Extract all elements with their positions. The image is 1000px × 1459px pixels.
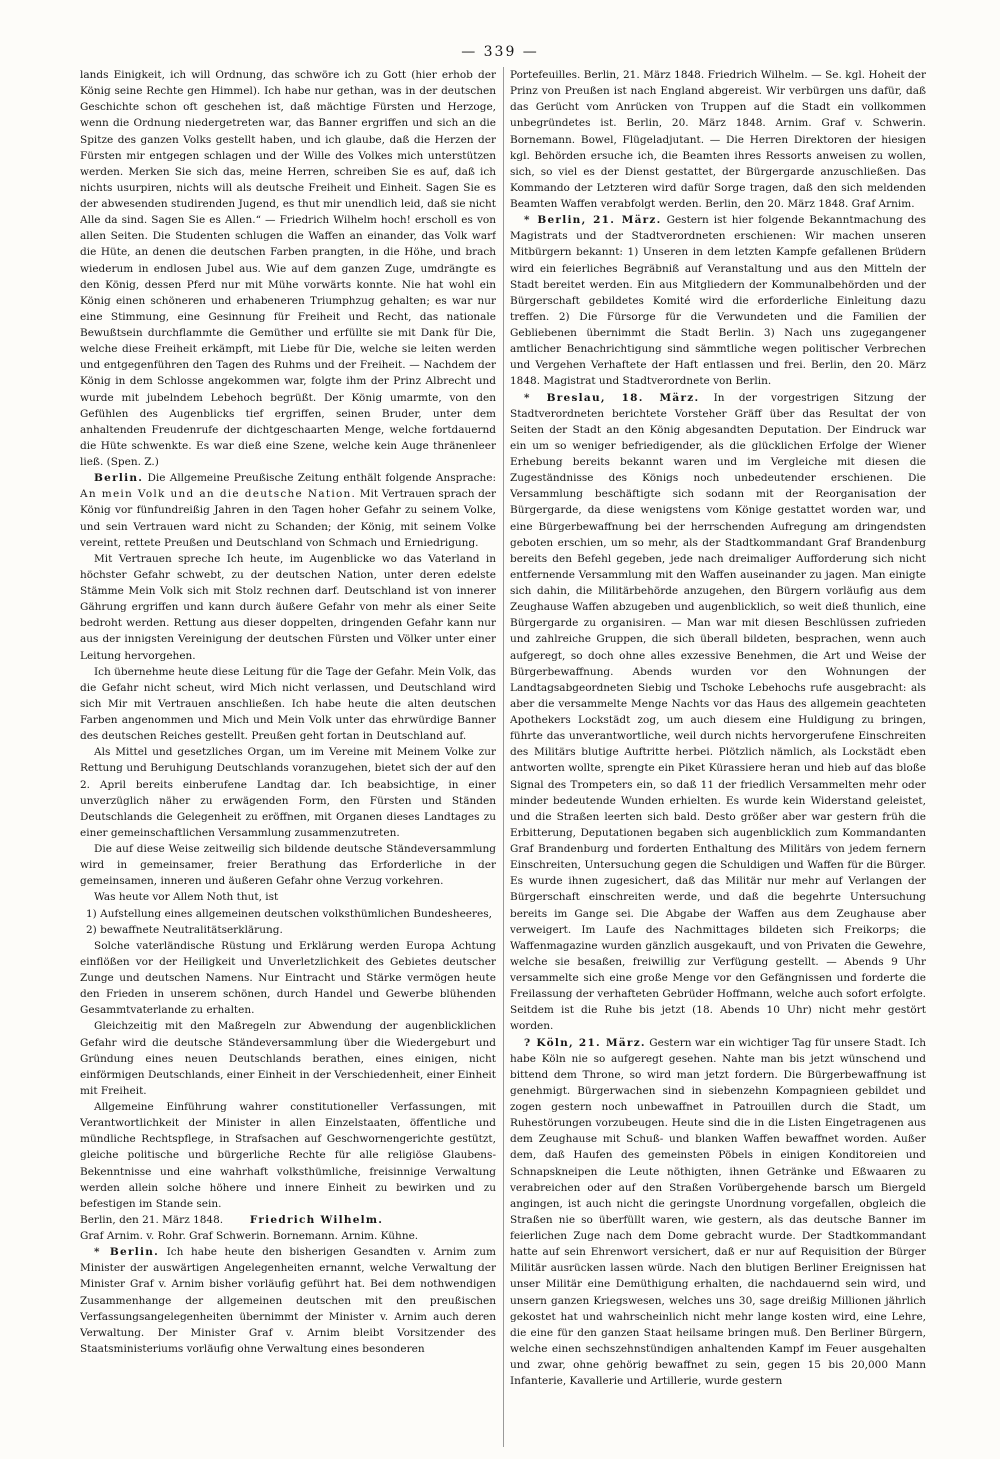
signature-name: Friedrich Wilhelm. [249, 1213, 384, 1226]
signature-place-date: Berlin, den 21. März 1848. [80, 1213, 224, 1226]
article-paragraph: Allgemeine Einführung wahrer constitutioneller Verfassungen, mit Verantwortlichkeit der Minister in allen Einzelstaaten, öffentliche und mündliche Rechtspflege, in Strafsachen auf Geschwornengerichte gestützt, gleiche politische und bürgerliche Rechte für alle religiöse Glaubens-Bekenntnisse und eine wahrhaft volksthümliche, freisinnige Verwaltung werden allein solche höhere und innere Einheit zu bewirken und zu befestigen im Stande sein. [80, 1101, 496, 1210]
paragraph-text: Gestern ist hier folgende Bekanntmachung des Magistrats und der Stadtverordneten erschienen: Wir machen unseren Mitbürgern bekannt: 1) Unseren in dem letzten Kampfe gefallenen Brüdern wird ein feierliches Begräbniß auf Veranstaltung und aus den Mitteln der Stadt bereitet werden. Ein aus Mitgliedern der Kommunalbehörden und der Bürgerschaft gebildetes Komité wird die erforderliche Einleitung dazu treffen. 2) Die Fürsorge für die Verwundeten und die Familien der Gebliebenen übernimmt die Stadt Berlin. 3) Nach uns zugegangener amtlicher Benachrichtigung sind sämmtliche wegen politischer Verbrechen und Vergehen Verhaftete der Haft entlassen und frei. Berlin, den 20. März 1848. Magistrat und Stadtverordnete von Berlin. [510, 214, 926, 388]
paragraph-text: Gestern war ein wichtiger Tag für unsere Stadt. Ich habe Köln nie so aufgeregt gesehen. Nahte man bis jetzt wünschend und bittend dem Throne, so wird man jetzt fordern. Die Bürgerbewaffnung ist genehmigt. Bürgerwachen sind in siebenzehn Kompagnieen gebildet und zogen gestern noch unbewaffnet in Patrouillen durch die Stadt, um Ruhestörungen vorzubeugen. Heute sind die in die Listen Eingetragenen aus dem Zeughause mit Schuß- und blanken Waffen bewaffnet worden. Außer dem, daß Haufen des gemeinsten Pöbels in einigen Konditoreien und Schnapskneipen die Leute nöthigten, ihnen Getränke und Eßwaaren zu verabreichen oder auf den Straßen Vorübergehende barsch um Biergeld angingen, ist auch nicht die geringste Unordnung vorgefallen, obgleich die Straßen nie so überfüllt waren, wie gestern, als das deutsche Banner im feierlichen Zuge nach dem Dome gebracht wurde. Der Stadtkommandant hatte auf sein Ehrenwort versichert, daß er nur auf Requisition der Bürger Militär ausrücken lassen würde. Nach den blutigen Berliner Ereignissen hat unser Militär eine Demüthigung erhalten, die nachdauernd sein wird, und unsern ganzen Kriegswesen, welches uns 30, sage dreißig Millionen jährlich gekostet hat und wahrscheinlich nicht mehr lange kosten wird, eine Lehre, die eine für den ganzen Staat heilsame bringen muß. Den Berliner Bürgern, welche einen sechszehnstündigen anhaltenden Kampf im Feuer ausgehalten und zwar, ohne gehörig bewaffnet zu sein, gegen 15 bis 20,000 Mann Infanterie, Kavallerie und Artillerie, wurde gestern [510, 1036, 926, 1388]
paragraph-text: Ich habe heute den bisherigen Gesandten v. Arnim zum Minister der auswärtigen Angelegenheiten ernannt, welche Verwaltung der Minister Graf v. Arnim bisher vorläufig geführt hat. Bei dem nothwendigen Zusammenhange der allgemeinen deutschen mit den preußischen Verfassungsangelegenheiten übernimmt der Minister v. Arnim auch deren Verwaltung. Der Minister Graf v. Arnim bleibt Vorsitzender des Staatsministeriums vorläufig ohne Verwaltung eines besonderen [80, 1246, 496, 1355]
article-paragraph: Was heute vor Allem Noth thut, ist [94, 891, 279, 904]
page-number: — 339 — [461, 44, 539, 60]
list-item: 1) Aufstellung eines allgemeinen deutschen volksthümlichen Bundesheeres, [86, 907, 492, 920]
article-paragraph: Gleichzeitig mit den Maßregeln zur Abwendung der augenblicklichen Gefahr wird die deutsche Ständeversammlung über die Wiedergeburt und Gründung eines neuen Deutschlands berathen, eines einigen, nicht einförmigen Deutschlands, einer Einheit in der Verschiedenheit, einer Einheit mit Freiheit. [80, 1020, 496, 1097]
article-paragraph: Solche vaterländische Rüstung und Erklärung werden Europa Achtung einflößen vor der Heiligkeit und Unverletzlichkeit des Gebietes deutscher Zunge und deutschen Namens. Nur Eintracht und Stärke vermögen heute den Frieden in unserem schönen, durch Handel und Gewerbe blühenden Gesammtvaterlande zu erhalten. [80, 939, 496, 1017]
article-berlin-announcement [510, 212, 926, 389]
article-koeln [510, 1035, 926, 1390]
article-berlin-proclamation [80, 470, 496, 551]
article-berlin-appointment [80, 1244, 496, 1357]
article-paragraph: Ich übernehme heute diese Leitung für die Tage der Gefahr. Mein Volk, das die Gefahr nicht scheut, wird Mich nicht verlassen, und Deutschland wird sich Mir mit Vertrauen anschließen. Ich habe heute die alten deutschen Farben angenommen und Mich und Mein Volk unter das ehrwürdige Banner des deutschen Reiches gestellt. Preußen geht fortan in Deutschland auf. [80, 665, 496, 743]
dateline: ? Köln, 21. März. [524, 1036, 646, 1049]
article-paragraph: lands Einigkeit, ich will Ordnung, das schwöre ich zu Gott (hier erhob der König seine Rechte gen Himmel). Ich habe nur gethan, was in der deutschen Geschichte schon oft geschehen ist, daß mächtige Fürsten und Herzoge, wenn die Ordnung niedergetreten war, das Banner ergriffen und sich an die Spitze des ganzen Volks gestellt haben, und ich glaube, daß die Herzen der Fürsten mir entgegen schlagen und der Wille des Volkes mich unterstützen werden. Merken Sie sich das, meine Herren, schreiben Sie es auf, daß ich nichts usurpiren, nichts will als deutsche Freiheit und Einheit. Sagen Sie es der abwesenden studirenden Jugend, es thut mir unendlich leid, daß sie nicht Alle da sind. Sagen Sie es Allen.“ — Friedrich Wilhelm hoch! erscholl es von allen Seiten. Die Studenten schlugen die Waffen an einander, das Volk warf die Hüte, an denen die deutschen Farben prangten, in die Höhe, und brach wiederum in endlosen Jubel aus. Wie auf dem ganzen Zuge, umdrängte es den König, dessen Pferd nur mit Mühe vorwärts konnte. Nie hat wohl ein König einen schöneren und erhabeneren Triumphzug gehalten; es war nur eine Stimmung, eine Gesinnung für Freiheit und Recht, das nationale Bewußtsein durchflammte die Gemüther und erfüllte sie mit Dank für Die, welche diese Freiheit erkämpft, mit Liebe für Die, welche sie leiten werden und entgegenführen den Tagen des Ruhms und der Freiheit. — Nachdem der König in dem Schlosse angekommen war, folgte ihm der Prinz Albrecht und wurde mit jubelndem Lebehoch begrüßt. Der König umarmte, von den Gefühlen des Augenblicks tief ergriffen, seinen Bruder, unter dem anhaltenden Freudenrufe der dichtgeschaarten Menge, welche fortdauernd die Hüte schwenkte. Es war dieß eine Szene, welche kein Auge thränenleer ließ. (Spen. Z.) [80, 69, 496, 468]
signature-ministers: Graf Arnim. v. Rohr. Graf Schwerin. Bornemann. Arnim. Kühne. [80, 1230, 419, 1242]
article-breslau [510, 390, 926, 1035]
dateline: * Berlin. [94, 1246, 160, 1259]
article-paragraph: Mit Vertrauen spreche Ich heute, im Augenblicke wo das Vaterland in höchster Gefahr schwebt, zu der deutschen Nation, unter deren edelste Stämme Mein Volk sich mit Stolz rechnen darf. Deutschland ist von innerer Gährung ergriffen und kann durch äußere Gefahr von mehr als einer Seite bedroht werden. Rettung aus dieser doppelten, dringenden Gefahr kann nur aus der innigsten Vereinigung der deutschen Fürsten und Völker unter einer Leitung hervorgehen. [80, 552, 496, 662]
article-paragraph: Portefeuilles. Berlin, 21. März 1848. Friedrich Wilhelm. — Se. kgl. Hoheit der Prinz von Preußen ist nach England abgereist. Wir verbürgen uns dafür, daß das Gerücht vom Anrücken von Truppen auf die Stadt ein vollkommen unbegründetes ist. Berlin, 20. März 1848. Arnim. Graf v. Schwerin. Bornemann. Bowel, Flügeladjutant. — Die Herren Direktoren der hiesigen kgl. Behörden ersuche ich, die Beamten ihres Ressorts anweisen zu wollen, sich, so viel es der Dienst gestattet, der Bürgergarde anzuschließen. Das Kommando der Letzteren wird dafür Sorge tragen, daß den sich meldenden Beamten Waffen verabfolgt werden. Berlin, den 20. März 1848. Graf Arnim. [510, 69, 926, 210]
paragraph-text: Die Allgemeine Preußische Zeitung enthält folgende Ansprache: [147, 472, 496, 485]
dateline: Berlin. [94, 472, 144, 485]
paragraph-text: In der vorgestrigen Sitzung der Stadtverordneten berichtete Vorsteher Gräff über das Resultat der von Seiten der Stadt an den König abgesandten Deputation. Der Eindruck war ein um so weniger befriedigender, als die glücklichen Erfolge der Wiener Erhebung bereits bekannt waren und im Vergleiche mit diesen die Zugeständnisse des Königs noch unbedeutender erschienen. Die Versammlung beschäftigte sich sodann mit der Reorganisation der Bürgergarde, da diese wenigstens vom Könige gestattet worden war, und eine Bürgerbewaffnung bei der herrschenden Aufregung am dringendsten geboten erschien, um so mehr, als der Stadtkommandant Graf Brandenburg bereits den Befehl gegeben, jede nach dreimaliger Aufforderung sich nicht entfernende Versammlung mit den Waffen auseinander zu jagen. Man einigte sich dahin, die Militärbehörde anzugehen, den Bürgern vorläufig aus dem Zeughause Waffen abzugeben und augenblicklich, so weit dieß thunlich, eine Bürgergarde zu organisiren. — Man war mit diesen Beschlüssen zufrieden und zahlreiche Gruppen, die sich überall bildeten, besprachen, wenn auch aufgeregt, so doch ohne alles exzessive Benehmen, die Art und Weise der Bürgerbewaffnung. Abends wurden vor den Wohnungen der Landtagsabgeordneten Siebig und Tschoke Lebehochs rufe ausgebracht: als aber die versammelte Menge Nachts vor das Haus des allgemein geachteten Apothekers Lockstädt zog, um auch diesem eine Huldigung zu bringen, führte das unverantwortliche, weil durch nichts hervorgerufene Einschreiten des Militärs blutige Auftritte herbei. Plötzlich nämlich, als Lockstädt eben antworten wollte, sprengte ein Piket Kürassiere heran und hieb auf das bloße Signal des Trompeters ein, so daß 11 der friedlich Versammelten mehr oder minder bedeutende Wunden erhielten. Es wurde kein Widerstand geleistet, und die Straßen leerten sich bald. Desto größer aber war gestern früh die Erbitterung, Deputationen begaben sich augenblicklich zum Kommandanten Graf Brandenburg und forderten Enthaltung des Militärs von jedem fernern Einschreiten, Untersuchung gegen die Schuldigen und Waffen für die Bürger. Es wurde ihnen zugesichert, daß das Militär nur mehr auf Verlangen der Bürgerschaft einschreiten werde, und daß die begehrte Untersuchung bereits im Gange sei. Die Abgabe der Waffen aus dem Zeughause aber verweigert. Im Laufe des Nachmittages bildeten sich Freikorps; die Waffenmagazine wurden gänzlich ausgekauft, und von Privaten die Gewehre, welche sie besaßen, freiwillig zur Verfügung gestellt. — Abends 9 Uhr versammelte sich eine große Menge vor den Gefängnissen und forderte die Freilassung der verhafteten Gebrüder Hoffmann, welche auch sofort erfolgte. Seitdem ist die Ruhe bis jetzt (18. Abends 10 Uhr) nicht mehr gestört worden. [510, 391, 926, 1033]
paragraph-text: Mit Vertrauen sprach der König vor fünfundreißig Jahren in den Tagen hoher Gefahr zu seinem Volke, und sein Vertrauen ward nicht zu Schanden; der König, mit seinem Volke vereint, rettete Preußen und Deutschland von Schmach und Erniedrigung. [80, 488, 496, 549]
dateline: * Berlin, 21. März. [524, 214, 662, 227]
article-paragraph: Als Mittel und gesetzliches Organ, um im Vereine mit Meinem Volke zur Rettung und Beruhigung Deutschlands voranzugehen, bietet sich der auf den 2. April bereits einberufene Landtag dar. Ich beabsichtige, in einer unverzüglich näher zu erwägenden Form, den Fürsten und Ständen Deutschlands die Gelegenheit zu eröffnen, mit Organen dieses Landtages zu einer gemeinschaftlichen Versammlung zusammenzutreten. [80, 746, 496, 839]
article-paragraph: Die auf diese Weise zeitweilig sich bildende deutsche Ständeversammlung wird in gemeinsamer, freier Berathung das Erforderliche in der gemeinsamen, inneren und äußeren Gefahr ohne Verzug vorkehren. [80, 843, 496, 888]
column-divider [503, 67, 504, 1447]
signature-line [80, 1212, 496, 1228]
dateline: * Breslau, 18. März. [524, 391, 700, 404]
list-item: 2) bewaffnete Neutralitätserklärung. [86, 923, 283, 936]
right-column [510, 67, 926, 1447]
proclamation-title: An mein Volk und an die deutsche Nation. [80, 488, 357, 501]
left-column [80, 67, 496, 1447]
